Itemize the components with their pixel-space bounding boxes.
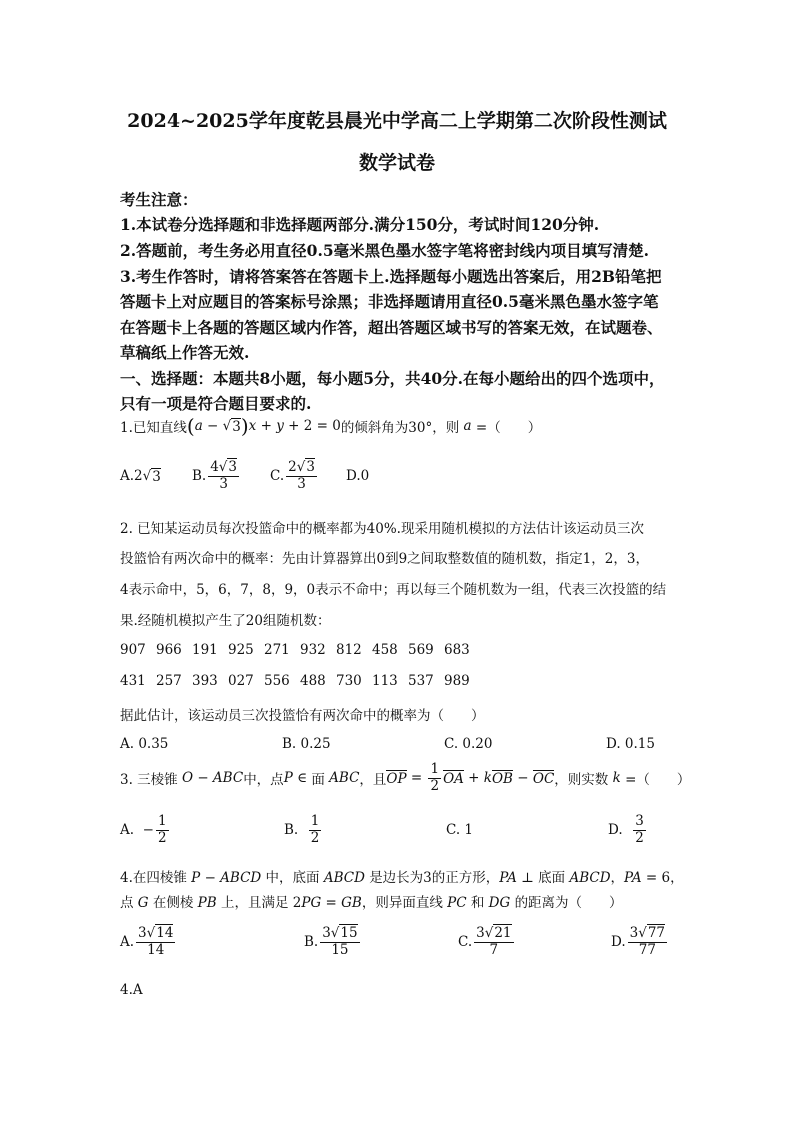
option-b: B. 0.25 <box>282 736 331 752</box>
random-number-row: 431 257 393 027 556 488 730 113 537 989 <box>120 673 470 689</box>
option-d: D.0 <box>346 468 370 485</box>
option-a: A. − $\frac{1}{2}$ <box>120 813 167 846</box>
option-c: C. 0.20 <box>444 736 493 752</box>
question-2-text: 投篮恰有两次命中的概率：先由计算器算出0到9之间取整数值的随机数，指定1，2，3， <box>120 551 649 567</box>
option-b: B. $\frac{1}{2}$ <box>284 813 320 846</box>
notes-line: 1.本试卷分选择题和非选择题两部分.满分150分，考试时间120分钟. <box>120 215 600 234</box>
question-1-options <box>120 460 674 492</box>
option-a: A. $\frac{3√14}{14}$ <box>120 925 174 958</box>
answer-note: 4.A <box>120 982 143 998</box>
option-b: B. $\frac{3√15}{15}$ <box>304 925 358 958</box>
question-2-text: 2. 已知某运动员每次投篮命中的概率都为40%.现采用随机模拟的方法估计该运动员三次 <box>120 521 644 537</box>
notes-line: 在答题卡上各题的答题区域内作答，超出答题区域书写的答案无效，在试题卷、 <box>120 318 663 337</box>
question-2-options <box>120 736 674 752</box>
option-d: D. $\frac{3√77}{77}$ <box>611 925 666 958</box>
question-2-prompt: 据此估计，该运动员三次投篮恰有两次命中的概率为（ ） <box>120 708 485 724</box>
section-heading: 一、选择题：本题共8小题，每小题5分，共40分.在每小题给出的四个选项中， <box>120 369 665 388</box>
notes-line: 2.答题前，考生务必用直径0.5毫米黑色墨水签字笔将密封线内项目填写清楚. <box>120 241 650 260</box>
question-1: 1.已知直线 ( a − √ 3 ) x + y + 2 = 0 的倾斜角为30°，则 a =（ ） <box>120 414 542 438</box>
option-a: A. 0.35 <box>120 736 169 752</box>
exam-title: 2024~2025学年度乾县晨光中学高二上学期第二次阶段性测试 <box>127 110 667 132</box>
question-3: 3. 三棱锥 O − ABC 中，点 P ∈ 面 ABC ，且 OP = $\frac{1}{2}$ OA + k OB − OC ，则实数 k =（ ） <box>120 761 691 794</box>
question-4-line: 4.在四棱锥 P − ABCD 中，底面 ABCD 是边长为3的正方形，PA ⊥ 底面 ABCD，PA = 6， <box>120 870 684 886</box>
option-b: B. $\frac{4√3}{3}$ <box>192 459 238 492</box>
notes-line: 答题卡上对应题目的答案标号涂黑；非选择题请用直径0.5毫米黑色墨水签字笔 <box>120 292 659 311</box>
option-d: D. $\frac{3}{2}$ <box>608 813 644 846</box>
random-number-row: 907 966 191 925 271 932 812 458 569 683 <box>120 642 470 658</box>
option-a: A. 2√ 3 <box>120 468 161 485</box>
question-4-options <box>120 926 674 958</box>
option-d: D. 0.15 <box>606 736 655 752</box>
exam-subtitle: 数学试卷 <box>358 152 435 174</box>
notes-line: 3.考生作答时，请将答案答在答题卡上.选择题每小题选出答案后，用2B铅笔把 <box>120 267 662 286</box>
section-heading: 只有一项是符合题目要求的. <box>120 394 312 413</box>
question-4-line: 点 G 在侧棱 PB 上，且满足 2PG = GB，则异面直线 PC 和 DG 的距离为（ ） <box>120 895 623 911</box>
option-c: C. $\frac{3√21}{7}$ <box>458 925 512 958</box>
notes-heading: 考生注意： <box>120 190 198 209</box>
notes-line: 草稿纸上作答无效. <box>120 343 250 362</box>
question-2-text: 4表示命中，5，6，7，8，9，0表示不命中；再以每三个随机数为一组，代表三次投篮的结 <box>120 582 667 598</box>
question-3-options <box>120 814 674 846</box>
option-c: C. 1 <box>446 822 474 839</box>
option-c: C. $\frac{2√3}{3}$ <box>270 459 315 492</box>
question-2-text: 果.经随机模拟产生了20组随机数： <box>120 613 331 629</box>
